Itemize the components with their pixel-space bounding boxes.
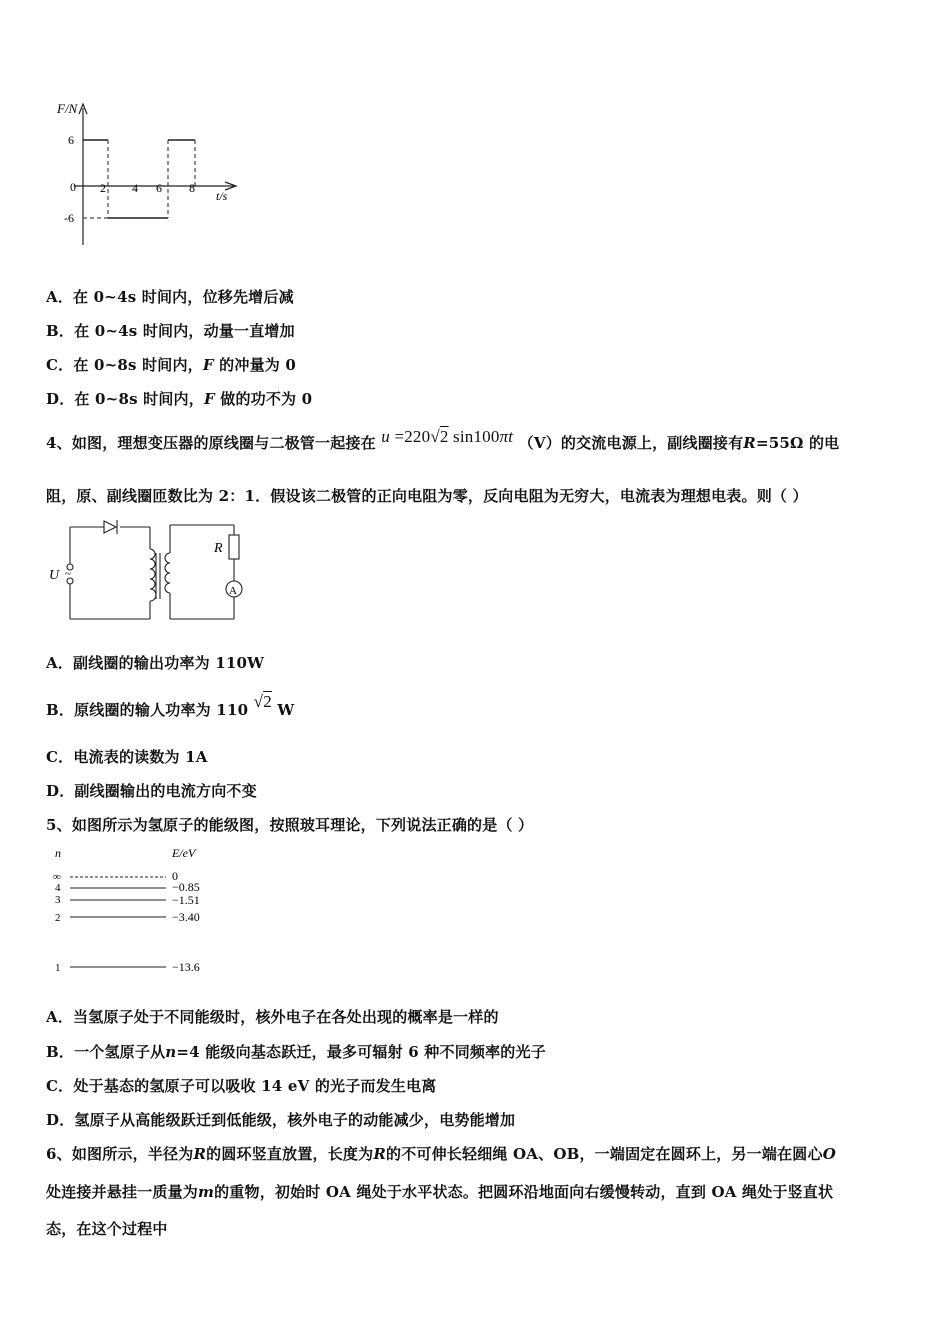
energy-header: E/eV [172, 846, 196, 860]
x-axis-label: t/s [216, 189, 228, 203]
q6-stem-line3: 态，在这个过程中 [46, 1220, 168, 1238]
primary-coil [150, 549, 156, 601]
level-energy: −3.40 [172, 910, 200, 924]
diode [104, 520, 117, 534]
secondary-coil [165, 553, 170, 593]
q4-option-b[interactable]: B．原线圈的输人功率为 110 √2 W [46, 692, 295, 719]
q6-stem-line1: 6、如图所示，半径为R的圆环竖直放置，长度为R的不可伸长轻细绳 OA、OB，一端固定在圆环上，另一端在圆心O [46, 1145, 836, 1163]
voltage-formula: u =220√2 sin100πt [381, 427, 514, 446]
x-tick: 2 [100, 181, 106, 195]
n-header: n [55, 846, 61, 860]
q5-option-b[interactable]: B．一个氢原子从n=4 能级向基态跃迁，最多可辐射 6 种不同频率的光子 [46, 1043, 546, 1061]
q3-option-b[interactable]: B．在 0~4s 时间内，动量一直增加 [46, 322, 295, 340]
ac-symbol: ~ [65, 568, 71, 580]
y-axis-label: F/N [57, 101, 78, 116]
transformer-circuit [44, 515, 276, 625]
q4-stem-line1: 4、如图，理想变压器的原线圈与二极管一起接在 u =220√2 sin100πt （V）的交流电源上，副线圈接有R=55Ω 的电 [46, 427, 840, 452]
level-n: 3 [55, 894, 61, 906]
level-energy: 0 [172, 869, 178, 883]
x-tick: 6 [156, 181, 162, 195]
resistor-label: R [214, 541, 223, 556]
level-n: ∞ [53, 871, 61, 883]
q5-stem: 5、如图所示为氢原子的能级图，按照玻耳理论，下列说法正确的是（ ） [46, 816, 534, 834]
resistor [229, 535, 239, 559]
energy-level-diagram [48, 842, 223, 982]
level-energy: −0.85 [172, 880, 200, 894]
q4-stem-line2: 阻，原、副线圈匝数比为 2：1．假设该二极管的正向电阻为零，反向电阻为无穷大，电流表为理想电表。则（ ） [46, 487, 808, 505]
q6-stem-line2: 处连接并悬挂一质量为m的重物，初始时 OA 绳处于水平状态。把圆环沿地面向右缓慢转动，直到 OA 绳处于竖直状 [46, 1183, 834, 1201]
q3-option-c[interactable]: C．在 0~8s 时间内，F 的冲量为 0 [46, 356, 297, 374]
level-energy: −1.51 [172, 893, 200, 907]
level-n: 4 [55, 882, 61, 894]
ammeter-label: A [229, 585, 237, 597]
y-tick: -6 [64, 211, 74, 225]
q3-option-a[interactable]: A．在 0~4s 时间内，位移先增后减 [46, 288, 294, 306]
source-label-u: U [49, 568, 60, 583]
q3-option-d[interactable]: D．在 0~8s 时间内，F 做的功不为 0 [46, 390, 313, 408]
q5-option-c[interactable]: C．处于基态的氢原子可以吸收 14 eV 的光子而发生电离 [46, 1077, 437, 1095]
y-tick: 0 [70, 180, 76, 194]
level-energy: −13.6 [172, 960, 200, 974]
x-tick: 8 [189, 181, 195, 195]
level-n: 1 [55, 962, 61, 974]
force-time-graph [50, 98, 250, 250]
q5-option-d[interactable]: D．氢原子从高能级跃迁到低能级，核外电子的动能减少，电势能增加 [46, 1111, 516, 1129]
x-tick: 4 [132, 181, 138, 195]
q5-option-a[interactable]: A．当氢原子处于不同能级时，核外电子在各处出现的概率是一样的 [46, 1008, 499, 1026]
y-tick: 6 [68, 133, 74, 147]
q4-option-c[interactable]: C．电流表的读数为 1A [46, 748, 208, 766]
q4-option-a[interactable]: A．副线圈的输出功率为 110W [46, 654, 265, 672]
level-n: 2 [55, 912, 61, 924]
q4-option-d[interactable]: D．副线圈输出的电流方向不变 [46, 782, 257, 800]
